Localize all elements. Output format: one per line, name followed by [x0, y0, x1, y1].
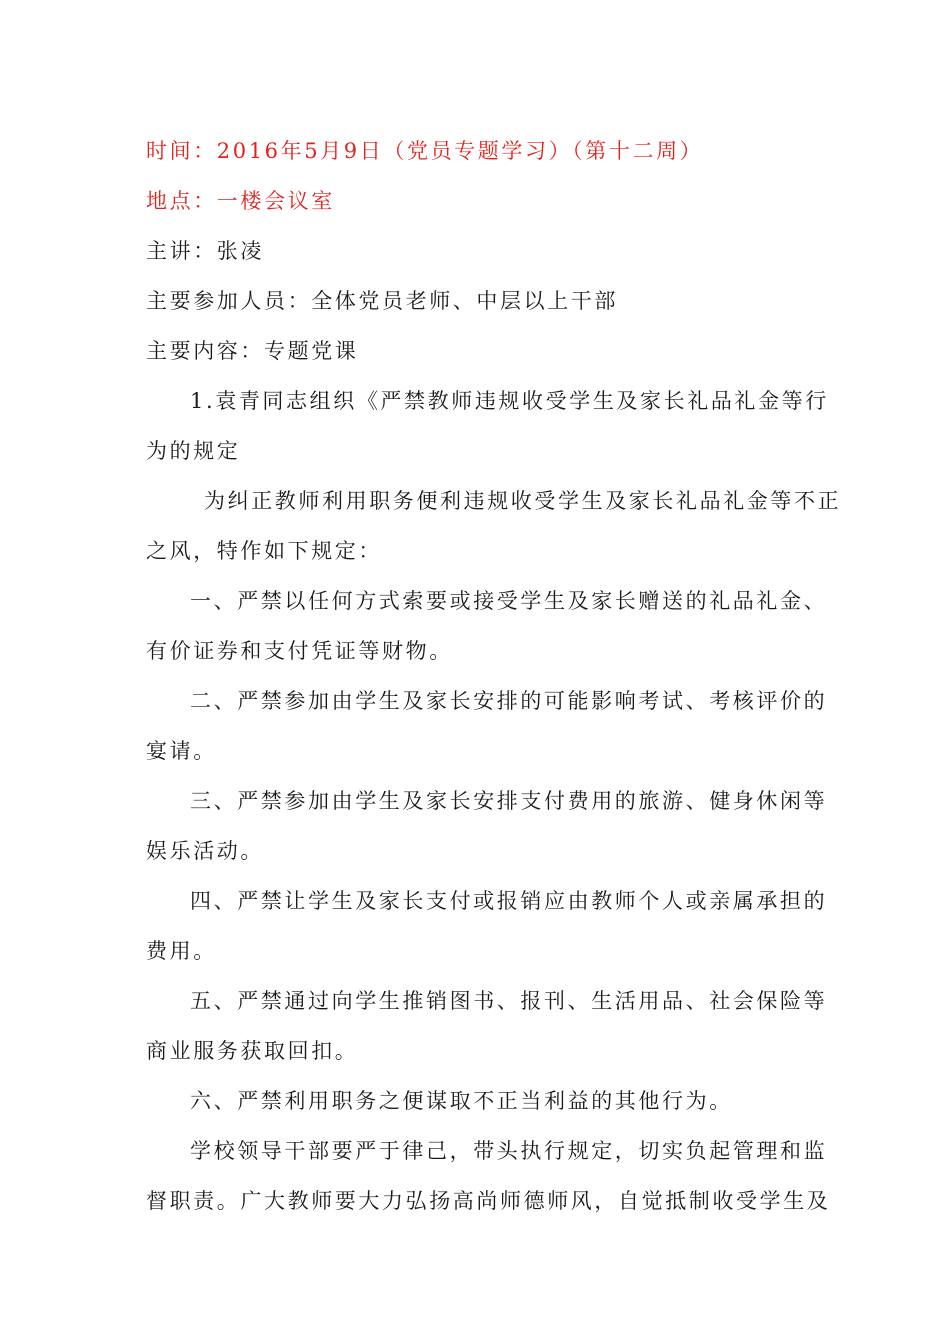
rule-1-line-1: 一、严禁以任何方式索要或接受学生及家长赠送的礼品礼金、 [190, 589, 828, 613]
item-title-line-1: 1.袁青同志组织《严禁教师违规收受学生及家长礼品礼金等行 [190, 389, 829, 413]
closing-line-1: 学校领导干部要严于律己，带头执行规定，切实负起管理和监 [190, 1139, 828, 1163]
meeting-content: 主要内容：专题党课 [146, 339, 359, 363]
closing-line-2: 督职责。广大教师要大力弘扬高尚师德师风，自觉抵制收受学生及 [146, 1189, 831, 1213]
rule-5-line-1: 五、严禁通过向学生推销图书、报刊、生活用品、社会保险等 [190, 989, 828, 1013]
rule-4-line-1: 四、严禁让学生及家长支付或报销应由教师个人或亲属承担的 [190, 889, 828, 913]
rule-1-line-2: 有价证券和支付凭证等财物。 [146, 639, 453, 663]
rule-4-line-2: 费用。 [146, 939, 217, 963]
intro-line-1: 为纠正教师利用职务便利违规收受学生及家长礼品礼金等不正 [204, 489, 842, 513]
rule-3-line-2: 娱乐活动。 [146, 839, 264, 863]
meeting-speaker: 主讲：张凌 [146, 239, 264, 263]
intro-line-2: 之风，特作如下规定： [146, 539, 382, 563]
meeting-place: 地点：一楼会议室 [146, 189, 335, 213]
rule-2-line-1: 二、严禁参加由学生及家长安排的可能影响考试、考核评价的 [190, 689, 828, 713]
item-title-line-2: 为的规定 [146, 439, 241, 463]
rule-6-line-1: 六、严禁利用职务之便谋取不正当利益的其他行为。 [190, 1089, 733, 1113]
rule-3-line-1: 三、严禁参加由学生及家长安排支付费用的旅游、健身休闲等 [190, 789, 828, 813]
meeting-participants: 主要参加人员：全体党员老师、中层以上干部 [146, 289, 618, 313]
meeting-time: 时间：2016年5月9日（党员专题学习）（第十二周） [146, 139, 704, 163]
rule-5-line-2: 商业服务获取回扣。 [146, 1039, 359, 1063]
rule-2-line-2: 宴请。 [146, 739, 217, 763]
